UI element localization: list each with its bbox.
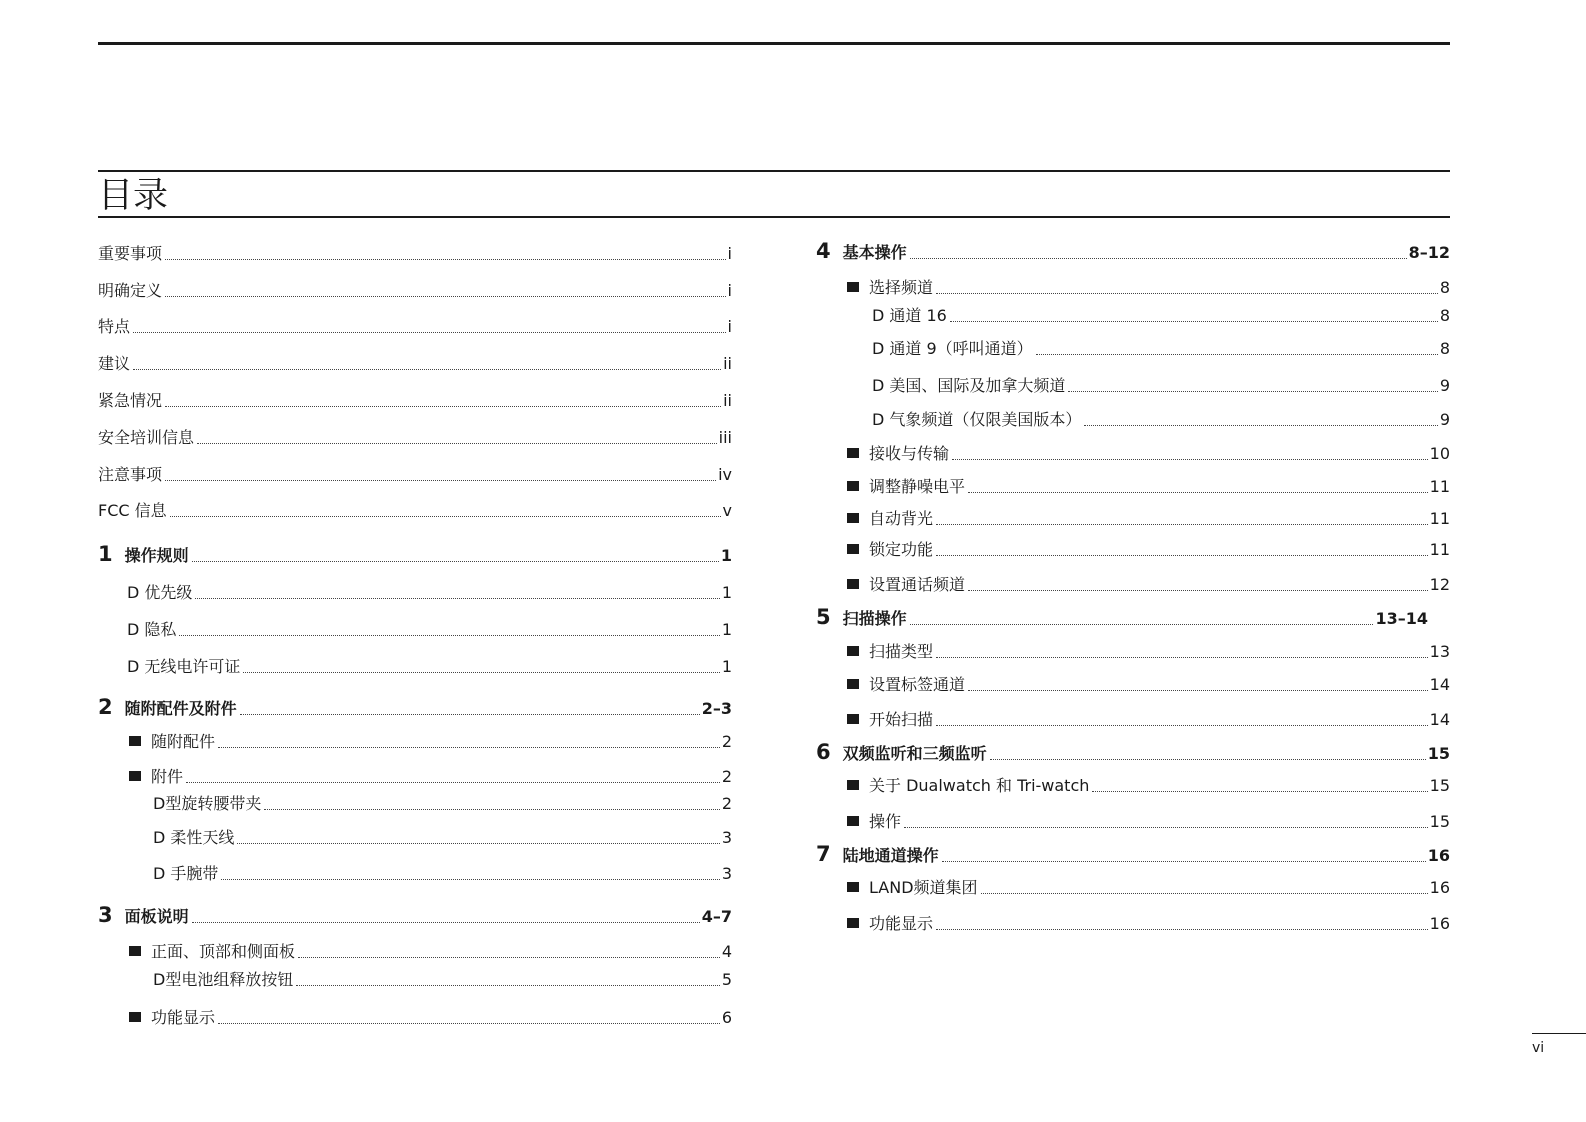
- toc-entry-title: 紧急情况: [98, 391, 163, 410]
- toc-entry-page: 11: [1429, 477, 1450, 496]
- toc-entry-section[interactable]: [129, 941, 732, 963]
- square-bullet-icon: [847, 679, 859, 689]
- toc-entry-page: 2: [721, 794, 732, 813]
- toc-entry-page: i: [727, 244, 732, 263]
- chapter-number: 2: [98, 695, 113, 719]
- toc-entry-sub[interactable]: [872, 338, 1450, 360]
- toc-entry-page: 1: [721, 657, 732, 676]
- toc-entry-section[interactable]: [847, 574, 1450, 596]
- toc-entry-page: 1: [721, 620, 732, 639]
- square-bullet-icon: [847, 780, 859, 790]
- dot-leader: [170, 515, 721, 517]
- toc-entry-title: 接收与传输: [869, 444, 950, 463]
- toc-entry-title: 随附配件: [151, 732, 216, 751]
- toc-entry-title: D 通道 16: [872, 306, 947, 325]
- toc-entry-section[interactable]: [847, 443, 1450, 465]
- toc-entry-page: 10: [1429, 444, 1450, 463]
- toc-entry-title: FCC 信息: [98, 501, 167, 520]
- square-bullet-icon: [847, 481, 859, 491]
- dot-leader: [968, 491, 1428, 493]
- toc-entry-title: D 美国、国际及加拿大频道: [872, 376, 1066, 395]
- toc-entry-title: 双频监听和三频监听: [842, 744, 987, 763]
- chapter-number: 5: [816, 605, 831, 629]
- toc-entry-title: 陆地通道操作: [842, 846, 939, 865]
- toc-entry-page: 15: [1427, 744, 1450, 763]
- toc-entry-page: 2: [721, 767, 732, 786]
- toc-entry-page: 1: [721, 583, 732, 602]
- toc-entry-title: 重要事项: [98, 244, 163, 263]
- square-bullet-icon: [129, 946, 141, 956]
- toc-entry-plain[interactable]: [98, 243, 732, 265]
- toc-entry-page: ii: [723, 354, 732, 373]
- toc-entry-sub[interactable]: [872, 375, 1450, 397]
- toc-entry-page: 14: [1429, 710, 1450, 729]
- toc-entry-page: 9: [1439, 410, 1450, 429]
- toc-entry-page: iii: [718, 428, 732, 447]
- toc-entry-page: i: [727, 281, 732, 300]
- toc-entry-page: 11: [1429, 540, 1450, 559]
- toc-entry-page: 11: [1429, 509, 1450, 528]
- dot-leader: [264, 808, 719, 810]
- toc-entry-sub[interactable]: [872, 305, 1450, 327]
- toc-entry-title: 明确定义: [98, 281, 163, 300]
- toc-entry-sub[interactable]: [153, 863, 732, 885]
- toc-entry-title: 正面、顶部和侧面板: [151, 942, 296, 961]
- toc-entry-section[interactable]: [847, 476, 1450, 498]
- toc-entry-title: 锁定功能: [869, 540, 934, 559]
- toc-entry-chapter[interactable]: [816, 240, 1450, 264]
- toc-entry-title: D 无线电许可证: [127, 657, 241, 676]
- toc-entry-title: 注意事项: [98, 465, 163, 484]
- toc-entry-section[interactable]: [847, 775, 1450, 797]
- toc-entry-title: 建议: [98, 354, 131, 373]
- toc-entry-plain[interactable]: [98, 464, 732, 486]
- dot-leader: [1084, 424, 1437, 426]
- toc-entry-page: 9: [1439, 376, 1450, 395]
- dot-leader: [298, 956, 720, 958]
- dot-leader: [910, 257, 1407, 259]
- toc-entry-section[interactable]: [847, 539, 1450, 561]
- toc-entry-section[interactable]: [847, 277, 1450, 299]
- toc-entry-title: D 优先级: [127, 583, 193, 602]
- square-bullet-icon: [847, 282, 859, 292]
- toc-entry-title: D 柔性天线: [153, 828, 235, 847]
- square-bullet-icon: [847, 544, 859, 554]
- dot-leader: [942, 860, 1426, 862]
- toc-entry-page: 3: [721, 828, 732, 847]
- dot-leader: [981, 892, 1428, 894]
- dot-leader: [936, 292, 1438, 294]
- toc-entry-sub[interactable]: [153, 969, 732, 991]
- chapter-number: 1: [98, 542, 113, 566]
- toc-entry-section[interactable]: [847, 641, 1450, 663]
- toc-entry-item[interactable]: [127, 582, 732, 604]
- dot-leader: [237, 842, 719, 844]
- toc-entry-section[interactable]: [847, 674, 1450, 696]
- dot-leader: [296, 984, 719, 986]
- toc-entry-title: 安全培训信息: [98, 428, 195, 447]
- toc-entry-page: 16: [1429, 878, 1450, 897]
- toc-entry-sub[interactable]: [872, 409, 1450, 431]
- dot-leader: [165, 405, 721, 407]
- toc-entry-page: 13: [1429, 642, 1450, 661]
- toc-entry-chapter[interactable]: [816, 843, 1450, 867]
- dot-leader: [1092, 790, 1427, 792]
- dot-leader: [936, 554, 1428, 556]
- toc-entry-page: ii: [723, 391, 732, 410]
- square-bullet-icon: [847, 448, 859, 458]
- toc-entry-page: 8: [1439, 339, 1450, 358]
- toc-entry-title: 关于 Dualwatch 和 Tri-watch: [869, 776, 1090, 795]
- page-title: 目录: [98, 176, 169, 216]
- toc-entry-section[interactable]: [847, 877, 1450, 899]
- chapter-number: 3: [98, 903, 113, 927]
- toc-entry-section[interactable]: [847, 811, 1450, 833]
- toc-entry-title: D型电池组释放按钮: [153, 970, 294, 989]
- toc-entry-title: 设置标签通道: [869, 675, 966, 694]
- toc-entry-page: i: [727, 317, 732, 336]
- toc-entry-page: 2–3: [701, 699, 732, 718]
- dot-leader: [910, 623, 1374, 625]
- toc-entry-chapter[interactable]: [816, 741, 1450, 765]
- dot-leader: [197, 442, 717, 444]
- toc-entry-section[interactable]: [847, 508, 1450, 530]
- toc-entry-plain[interactable]: [98, 427, 732, 449]
- toc-entry-title: 扫描类型: [869, 642, 934, 661]
- toc-entry-title: D型旋转腰带夹: [153, 794, 262, 813]
- toc-entry-title: 自动背光: [869, 509, 934, 528]
- square-bullet-icon: [847, 816, 859, 826]
- toc-entry-title: D 气象频道（仅限美国版本）: [872, 410, 1082, 429]
- dot-leader: [1068, 390, 1437, 392]
- toc-entry-title: 特点: [98, 317, 131, 336]
- dot-leader: [165, 479, 716, 481]
- dot-leader: [165, 258, 726, 260]
- dot-leader: [165, 295, 726, 297]
- toc-entry-plain[interactable]: [98, 390, 732, 412]
- square-bullet-icon: [129, 771, 141, 781]
- toc-entry-chapter[interactable]: [98, 543, 732, 567]
- dot-leader: [133, 368, 721, 370]
- square-bullet-icon: [129, 736, 141, 746]
- dot-leader: [936, 523, 1428, 525]
- dot-leader: [968, 589, 1428, 591]
- toc-entry-title: 面板说明: [124, 907, 189, 926]
- square-bullet-icon: [847, 646, 859, 656]
- dot-leader: [952, 458, 1428, 460]
- toc-entry-chapter[interactable]: [98, 904, 732, 928]
- toc-entry-page: 8: [1439, 306, 1450, 325]
- toc-entry-item[interactable]: [127, 619, 732, 641]
- square-bullet-icon: [129, 1012, 141, 1022]
- toc-entry-page: 16: [1429, 914, 1450, 933]
- toc-entry-title: D 通道 9（呼叫通道）: [872, 339, 1033, 358]
- dot-leader: [243, 671, 719, 673]
- dot-leader: [218, 1022, 720, 1024]
- toc-entry-chapter[interactable]: [98, 696, 732, 720]
- toc-entry-title: D 手腕带: [153, 864, 219, 883]
- toc-entry-title: 选择频道: [869, 278, 934, 297]
- toc-entry-page: 2: [721, 732, 732, 751]
- toc-entry-plain[interactable]: [98, 500, 732, 522]
- chapter-number: 6: [816, 740, 831, 764]
- page-number: vi: [1532, 1040, 1545, 1056]
- dot-leader: [936, 656, 1428, 658]
- dot-leader: [1036, 353, 1438, 355]
- dot-leader: [195, 597, 719, 599]
- toc-entry-title: 设置通话频道: [869, 575, 966, 594]
- toc-entry-title: 基本操作: [842, 243, 907, 262]
- dot-leader: [218, 746, 720, 748]
- toc-entry-page: 1: [720, 546, 732, 565]
- dot-leader: [904, 826, 1428, 828]
- dot-leader: [936, 928, 1428, 930]
- dot-leader: [221, 878, 719, 880]
- toc-entry-page: 8–12: [1408, 243, 1450, 262]
- toc-entry-section[interactable]: [847, 913, 1450, 935]
- toc-entry-page: 14: [1429, 675, 1450, 694]
- dot-leader: [950, 320, 1438, 322]
- dot-leader: [936, 724, 1428, 726]
- toc-entry-chapter[interactable]: [816, 606, 1428, 630]
- toc-entry-title: 功能显示: [151, 1008, 216, 1027]
- toc-entry-page: 15: [1429, 812, 1450, 831]
- square-bullet-icon: [847, 882, 859, 892]
- toc-entry-page: 15: [1429, 776, 1450, 795]
- toc-entry-plain[interactable]: [98, 316, 732, 338]
- toc-entry-page: 3: [721, 864, 732, 883]
- dot-leader: [990, 758, 1426, 760]
- toc-entry-section[interactable]: [847, 709, 1450, 731]
- toc-entry-title: 随附配件及附件: [124, 699, 237, 718]
- toc-entry-page: iv: [718, 465, 732, 484]
- dot-leader: [192, 560, 719, 562]
- square-bullet-icon: [847, 714, 859, 724]
- toc-entry-title: 调整静噪电平: [869, 477, 966, 496]
- toc-entry-sub[interactable]: [153, 793, 732, 815]
- title-bottom-rule: [98, 216, 1450, 218]
- page-number-rule: [1532, 1033, 1586, 1034]
- square-bullet-icon: [847, 918, 859, 928]
- square-bullet-icon: [847, 579, 859, 589]
- dot-leader: [240, 713, 700, 715]
- toc-entry-page: 4: [721, 942, 732, 961]
- toc-entry-item[interactable]: [127, 656, 732, 678]
- toc-entry-section[interactable]: [129, 731, 732, 753]
- dot-leader: [192, 921, 700, 923]
- toc-entry-title: 操作: [869, 812, 902, 831]
- toc-entry-title: D 隐私: [127, 620, 177, 639]
- chapter-number: 7: [816, 842, 831, 866]
- toc-entry-page: v: [722, 501, 732, 520]
- toc-entry-plain[interactable]: [98, 353, 732, 375]
- dot-leader: [179, 634, 719, 636]
- toc-entry-page: 13–14: [1375, 609, 1428, 628]
- toc-entry-plain[interactable]: [98, 280, 732, 302]
- toc-entry-title: 开始扫描: [869, 710, 934, 729]
- dot-leader: [133, 331, 726, 333]
- toc-entry-title: 附件: [151, 767, 184, 786]
- toc-entry-page: 5: [721, 970, 732, 989]
- toc-entry-page: 8: [1439, 278, 1450, 297]
- toc-entry-page: 4–7: [701, 907, 732, 926]
- toc-entry-title: 功能显示: [869, 914, 934, 933]
- toc-entry-sub[interactable]: [153, 827, 732, 849]
- title-top-rule: [98, 170, 1450, 172]
- toc-entry-title: LAND频道集团: [869, 878, 978, 897]
- square-bullet-icon: [847, 513, 859, 523]
- dot-leader: [968, 689, 1428, 691]
- toc-entry-title: 扫描操作: [842, 609, 907, 628]
- chapter-number: 4: [816, 239, 831, 263]
- toc-entry-section[interactable]: [129, 1007, 732, 1029]
- dot-leader: [186, 781, 720, 783]
- top-rule: [98, 42, 1450, 45]
- toc-entry-page: 6: [721, 1008, 732, 1027]
- toc-entry-page: 16: [1427, 846, 1450, 865]
- toc-entry-section[interactable]: [129, 766, 732, 788]
- toc-entry-title: 操作规则: [124, 546, 189, 565]
- toc-entry-page: 12: [1429, 575, 1450, 594]
